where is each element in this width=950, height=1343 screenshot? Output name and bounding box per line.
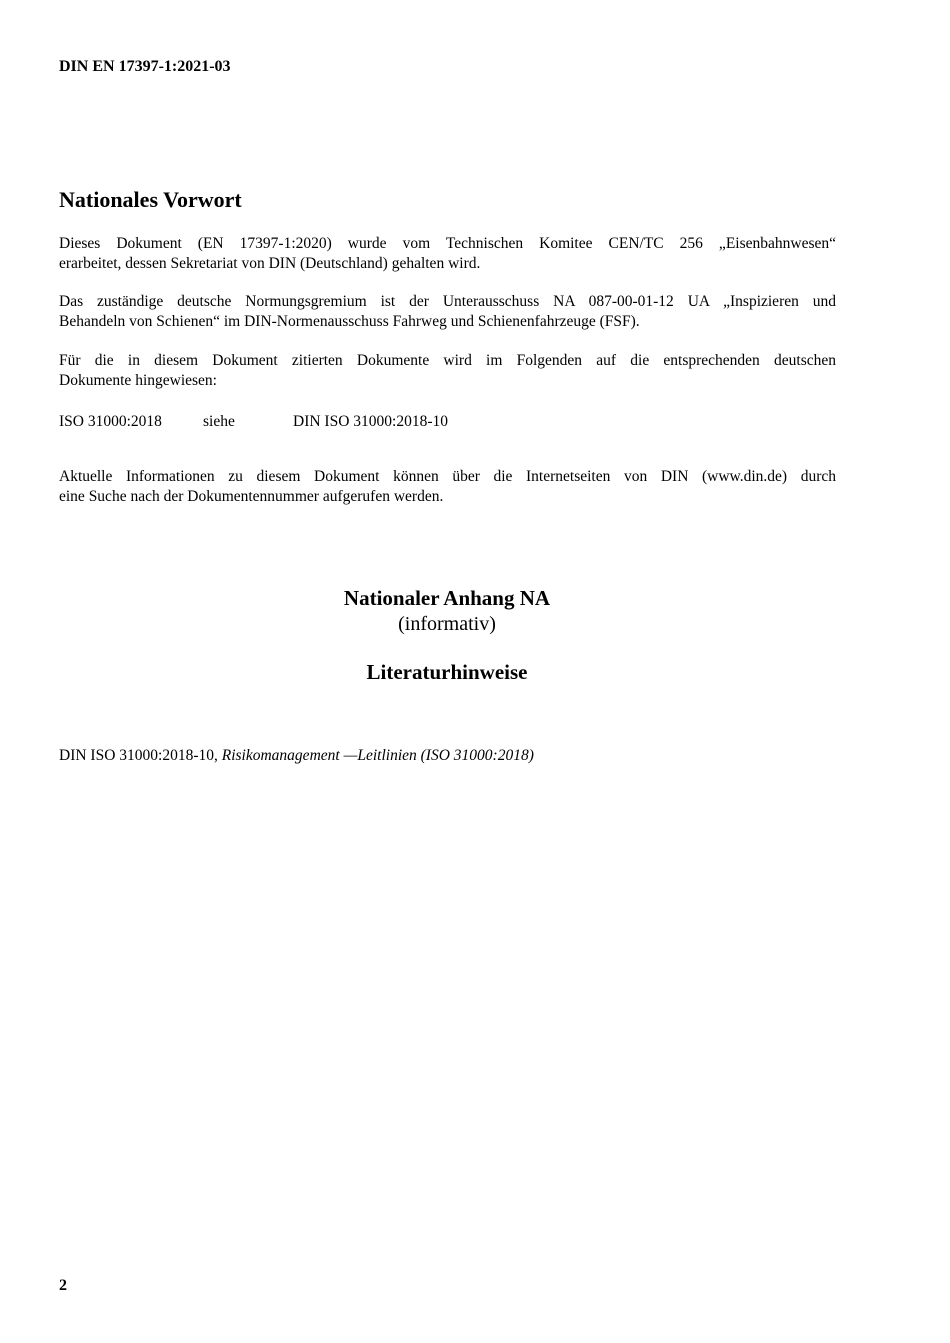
paragraph-line: erarbeitet, dessen Sekretariat von DIN (Deutschland) gehalten wird. <box>59 255 481 272</box>
annex-subtitle: (informativ) <box>398 613 496 635</box>
paragraph-line: Für die in diesem Dokument zitierten Dokumente wird im Folgenden auf die entsprechenden deutschen <box>59 352 836 369</box>
paragraph-line: Dokumente hingewiesen: <box>59 372 217 389</box>
section-title-vorwort: Nationales Vorwort <box>59 187 242 212</box>
info-paragraph <box>59 467 836 507</box>
paragraph-line: Dieses Dokument (EN 17397-1:2020) wurde vom Technischen Komitee CEN/TC 256 „Eisenbahnwesen“ <box>59 235 836 252</box>
page-number: 2 <box>59 1277 67 1294</box>
paragraph-2 <box>59 292 836 332</box>
annex-title: Nationaler Anhang NA <box>343 586 551 610</box>
bibliography-ref: DIN ISO 31000:2018-10, <box>59 747 222 764</box>
bibliography-title: Risikomanagement —Leitlinien (ISO 31000:2018) <box>221 747 534 764</box>
bibliography-heading: Literaturhinweise <box>366 660 528 684</box>
paragraph-1 <box>59 234 836 274</box>
paragraph-line: Behandeln von Schienen“ im DIN-Normenausschuss Fahrweg und Schienenfahrzeuge (FSF). <box>59 313 640 330</box>
see-label: siehe <box>203 413 235 430</box>
bibliography-entry <box>59 747 534 765</box>
document-id-header: DIN EN 17397-1:2021-03 <box>59 58 231 75</box>
paragraph-line: Das zuständige deutsche Normungsgremium ist der Unterausschuss NA 087-00-01-12 UA „Inspizieren und <box>59 293 836 310</box>
paragraph-line: eine Suche nach der Dokumentennummer aufgerufen werden. <box>59 488 444 505</box>
din-reference: DIN ISO 31000:2018-10 <box>293 413 448 430</box>
iso-reference: ISO 31000:2018 <box>59 413 162 430</box>
paragraph-line: Aktuelle Informationen zu diesem Dokument können über die Internetseiten von DIN (www.din.de) durch <box>59 468 836 485</box>
paragraph-3 <box>59 351 836 391</box>
